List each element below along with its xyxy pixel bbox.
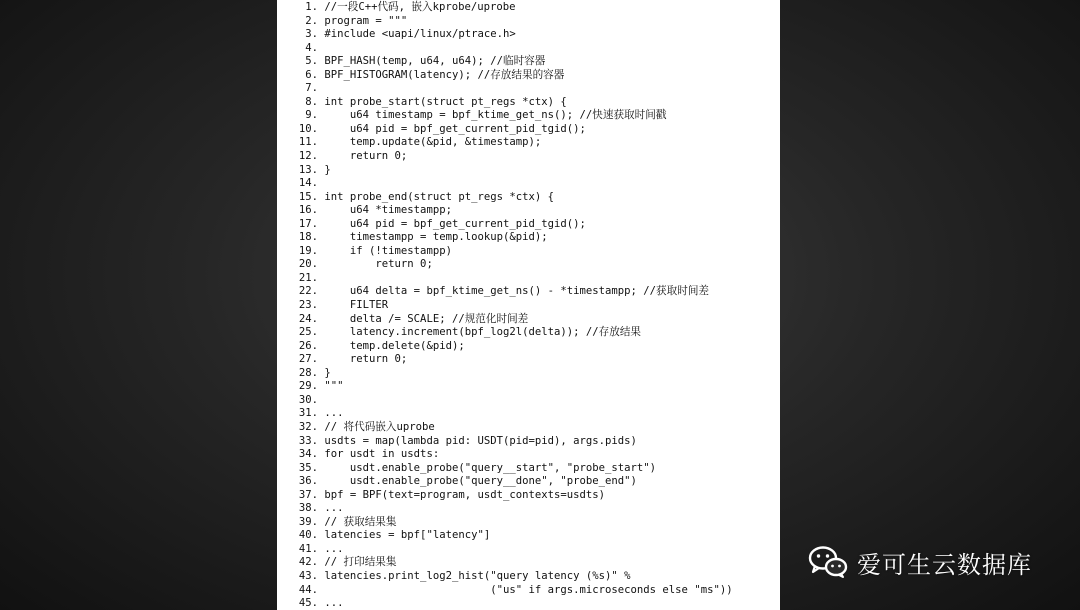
code-text: //一段C++代码, 嵌入kprobe/uprobe bbox=[324, 1, 516, 13]
code-text: #include <uapi/linux/ptrace.h> bbox=[324, 28, 516, 41]
line-number: 41. bbox=[298, 542, 318, 555]
code-text: latencies = bpf["latency"] bbox=[324, 529, 491, 542]
line-number: 23. bbox=[298, 299, 318, 312]
code-line bbox=[297, 489, 733, 503]
code-text: latency.increment(bpf_log2l(delta)); //存放结果 bbox=[324, 326, 642, 339]
line-number: 12. bbox=[298, 150, 318, 163]
line-number: 37. bbox=[298, 488, 318, 501]
code-text: latencies.print_log2_hist("query latency (%s)" % bbox=[324, 569, 631, 582]
code-line bbox=[297, 421, 733, 435]
code-line bbox=[297, 516, 733, 530]
code-text: timestampp = temp.lookup(&pid); bbox=[324, 231, 548, 244]
code-line bbox=[297, 394, 733, 408]
line-number: 26. bbox=[298, 339, 318, 352]
code-text: usdts = map(lambda pid: USDT(pid=pid), args.pids) bbox=[324, 434, 637, 447]
line-number: 32. bbox=[298, 420, 318, 433]
line-number: 8. bbox=[305, 95, 318, 108]
code-line bbox=[297, 177, 733, 191]
code-text: u64 pid = bpf_get_current_pid_tgid(); bbox=[324, 122, 586, 135]
code-line bbox=[297, 448, 733, 462]
line-number: 27. bbox=[298, 353, 318, 366]
line-number: 40. bbox=[298, 529, 318, 542]
code-line bbox=[297, 272, 733, 286]
line-number: 36. bbox=[298, 475, 318, 488]
code-line bbox=[297, 136, 733, 150]
line-number: 35. bbox=[298, 461, 318, 474]
code-text: FILTER bbox=[324, 299, 389, 312]
line-number: 44. bbox=[298, 583, 318, 596]
code-text: u64 timestamp = bpf_ktime_get_ns(); //快速获取时间戳 bbox=[324, 109, 667, 122]
code-line bbox=[297, 597, 733, 610]
wechat-icon bbox=[808, 545, 848, 579]
line-number: 29. bbox=[298, 380, 318, 393]
code-line bbox=[297, 407, 733, 421]
line-number: 18. bbox=[298, 231, 318, 244]
code-text: BPF_HISTOGRAM(latency); //存放结果的容器 bbox=[324, 68, 565, 81]
code-line bbox=[297, 285, 733, 299]
code-line bbox=[297, 164, 733, 178]
code-text: int probe_start(struct pt_regs *ctx) { bbox=[324, 95, 567, 108]
code-text: u64 *timestampp; bbox=[324, 204, 452, 217]
line-number: 19. bbox=[298, 244, 318, 257]
line-number: 43. bbox=[298, 569, 318, 582]
code-text: int probe_end(struct pt_regs *ctx) { bbox=[324, 190, 554, 203]
code-line bbox=[297, 82, 733, 96]
line-number: 11. bbox=[298, 136, 318, 149]
code-line bbox=[297, 191, 733, 205]
code-line bbox=[297, 123, 733, 137]
code-text: usdt.enable_probe("query__start", "probe_start") bbox=[324, 461, 657, 474]
code-text: ... bbox=[324, 542, 344, 555]
line-number: 34. bbox=[298, 448, 318, 461]
line-number: 31. bbox=[298, 407, 318, 420]
code-line bbox=[297, 55, 733, 69]
code-text: // 将代码嵌入uprobe bbox=[324, 420, 435, 433]
watermark-text: 爱可生云数据库 bbox=[857, 550, 1032, 579]
code-text: // 获取结果集 bbox=[324, 515, 397, 528]
code-line bbox=[297, 245, 733, 259]
code-text: BPF_HASH(temp, u64, u64); //临时容器 bbox=[324, 55, 546, 68]
line-number: 20. bbox=[298, 258, 318, 271]
line-number: 9. bbox=[305, 109, 318, 122]
code-text: u64 delta = bpf_ktime_get_ns() - *timestampp; //获取时间差 bbox=[324, 285, 710, 298]
line-number: 25. bbox=[298, 326, 318, 339]
code-line bbox=[297, 218, 733, 232]
code-line bbox=[297, 353, 733, 367]
code-line bbox=[297, 529, 733, 543]
line-number: 30. bbox=[298, 393, 318, 406]
line-number: 28. bbox=[298, 366, 318, 379]
code-document bbox=[277, 0, 780, 610]
code-text: u64 pid = bpf_get_current_pid_tgid(); bbox=[324, 217, 586, 230]
code-line bbox=[297, 313, 733, 327]
code-text: temp.update(&pid, &timestamp); bbox=[324, 136, 542, 149]
code-text: } bbox=[324, 163, 331, 176]
line-number: 1. bbox=[305, 1, 318, 13]
line-number: 14. bbox=[298, 177, 318, 190]
line-number: 2. bbox=[305, 14, 318, 27]
code-line bbox=[297, 462, 733, 476]
code-listing bbox=[297, 1, 733, 610]
code-text: """ bbox=[324, 380, 344, 393]
code-text: bpf = BPF(text=program, usdt_contexts=usdts) bbox=[324, 488, 606, 501]
code-line bbox=[297, 502, 733, 516]
line-number: 39. bbox=[298, 515, 318, 528]
code-text: ... bbox=[324, 597, 344, 610]
line-number: 13. bbox=[298, 163, 318, 176]
code-line bbox=[297, 1, 733, 15]
code-line bbox=[297, 96, 733, 110]
code-line bbox=[297, 150, 733, 164]
code-line bbox=[297, 367, 733, 381]
code-line bbox=[297, 326, 733, 340]
code-line bbox=[297, 475, 733, 489]
code-line bbox=[297, 299, 733, 313]
code-text: ("us" if args.microseconds else "ms")) bbox=[324, 583, 733, 596]
code-line bbox=[297, 340, 733, 354]
code-line bbox=[297, 15, 733, 29]
line-number: 38. bbox=[298, 502, 318, 515]
code-line bbox=[297, 543, 733, 557]
line-number: 3. bbox=[305, 28, 318, 41]
code-line bbox=[297, 42, 733, 56]
line-number: 10. bbox=[298, 122, 318, 135]
line-number: 42. bbox=[298, 556, 318, 569]
code-line bbox=[297, 109, 733, 123]
code-line bbox=[297, 584, 733, 598]
line-number: 21. bbox=[298, 271, 318, 284]
code-text: if (!timestampp) bbox=[324, 244, 452, 257]
code-text: delta /= SCALE; //规范化时间差 bbox=[324, 312, 529, 325]
code-text: usdt.enable_probe("query__done", "probe_end") bbox=[324, 475, 637, 488]
line-number: 17. bbox=[298, 217, 318, 230]
code-line bbox=[297, 435, 733, 449]
code-line bbox=[297, 204, 733, 218]
line-number: 24. bbox=[298, 312, 318, 325]
line-number: 6. bbox=[305, 68, 318, 81]
code-text: return 0; bbox=[324, 258, 433, 271]
code-text: return 0; bbox=[324, 353, 408, 366]
code-text: return 0; bbox=[324, 150, 408, 163]
code-line bbox=[297, 69, 733, 83]
code-line bbox=[297, 380, 733, 394]
line-number: 4. bbox=[305, 41, 318, 54]
code-text: program = """ bbox=[324, 14, 408, 27]
code-text: // 打印结果集 bbox=[324, 556, 397, 569]
code-text: } bbox=[324, 366, 331, 379]
code-line bbox=[297, 570, 733, 584]
line-number: 45. bbox=[298, 597, 318, 610]
line-number: 16. bbox=[298, 204, 318, 217]
code-line bbox=[297, 28, 733, 42]
line-number: 7. bbox=[305, 82, 318, 95]
code-line bbox=[297, 258, 733, 272]
line-number: 15. bbox=[298, 190, 318, 203]
code-text: ... bbox=[324, 502, 344, 515]
line-number: 5. bbox=[305, 55, 318, 68]
code-line bbox=[297, 556, 733, 570]
code-text: temp.delete(&pid); bbox=[324, 339, 465, 352]
code-text: ... bbox=[324, 407, 344, 420]
code-text: for usdt in usdts: bbox=[324, 448, 440, 461]
watermark bbox=[808, 544, 1032, 580]
line-number: 33. bbox=[298, 434, 318, 447]
code-line bbox=[297, 231, 733, 245]
line-number: 22. bbox=[298, 285, 318, 298]
